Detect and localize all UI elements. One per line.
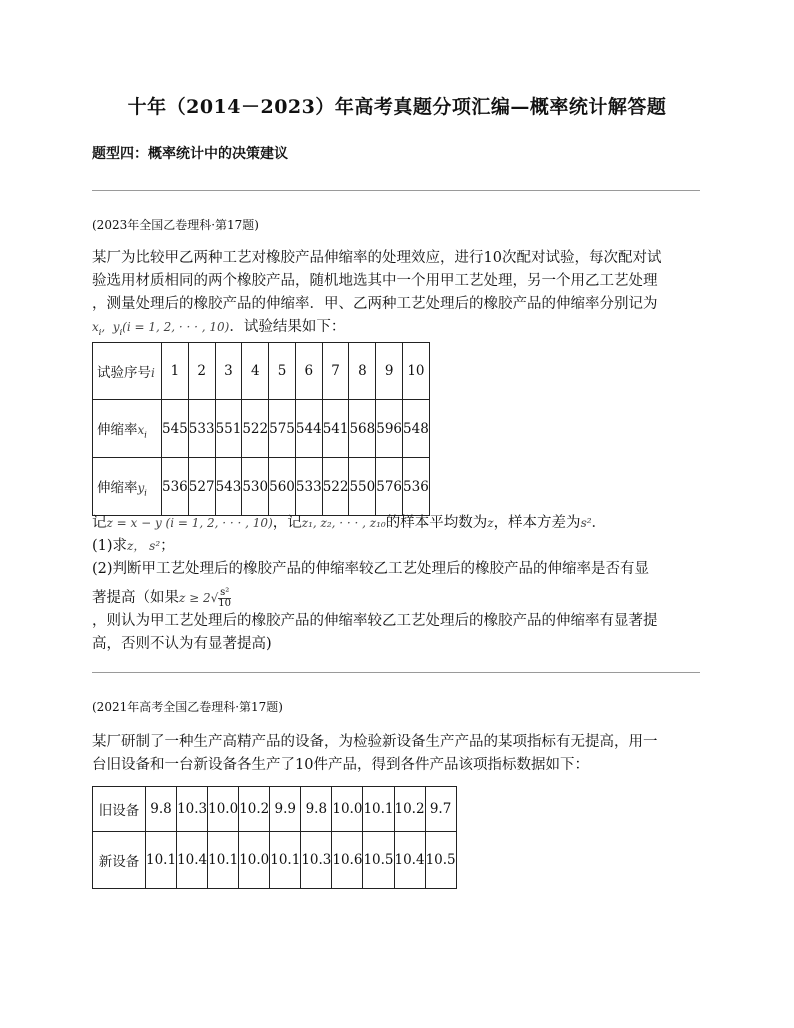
q1-source: (2023年全国乙卷理科·第17题) xyxy=(92,218,259,232)
q2-old-cell: 9.7 xyxy=(425,787,456,832)
q1-y-cell: 543 xyxy=(215,458,242,516)
section-subtitle: 题型四：概率统计中的决策建议 xyxy=(92,146,288,162)
q1-x-cell: 522 xyxy=(242,400,269,458)
q1-x-cell: 545 xyxy=(162,400,189,458)
q2-source: (2021年高考全国乙卷理科·第17题) xyxy=(92,700,283,714)
q1-z-list: z₁, z₂, · · · , z₁₀ xyxy=(301,516,386,530)
q2-stem-line-2: 台旧设备和一台新设备各生产了10件产品，得到各件产品该项指标数据如下： xyxy=(92,757,589,773)
q2-old-cell: 9.9 xyxy=(270,787,301,832)
q2-new-cell: 10.1 xyxy=(270,832,301,889)
q2-stem-line-1: 某厂研制了一种生产高精产品的设备，为检验新设备生产产品的某项指标有无提高，用一 xyxy=(92,734,658,750)
q1-index-cell: 7 xyxy=(322,343,349,400)
q1-y-cell: 560 xyxy=(269,458,296,516)
q2-old-cell: 10.2 xyxy=(394,787,425,832)
q1-index-cell: 6 xyxy=(295,343,322,400)
q2-new-cell: 10.3 xyxy=(301,832,332,889)
page-title: 十年（2014－2023）年高考真题分项汇编—概率统计解答题 xyxy=(127,96,667,118)
q1-sqrt-fraction: $\frac{\text{s²}}{10}$ xyxy=(218,586,232,609)
q1-index-cell: 10 xyxy=(403,343,430,400)
q1-table-row-x xyxy=(93,400,430,458)
q1-x-cell: 575 xyxy=(269,400,296,458)
q1-index-cell: 2 xyxy=(188,343,215,400)
q2-new-label: 新设备 xyxy=(93,832,146,889)
q1-table-row-y xyxy=(93,458,430,516)
q1-questions xyxy=(92,512,704,656)
q2-table-row-new xyxy=(93,832,457,889)
q1-stem xyxy=(92,247,704,344)
divider-middle xyxy=(92,672,700,673)
q2-new-cell: 10.1 xyxy=(208,832,239,889)
q1-y-cell: 522 xyxy=(322,458,349,516)
q1-index-cell: 1 xyxy=(162,343,189,400)
q1-y-cell: 576 xyxy=(376,458,403,516)
q1-y-cell: 536 xyxy=(403,458,430,516)
q2-old-cell: 10.2 xyxy=(239,787,270,832)
q1-index-cell: 5 xyxy=(269,343,296,400)
q1-x-cell: 596 xyxy=(376,400,403,458)
q1-part2-line-2: 著提高（如果z ≥ 2√ $\frac{\text{s²}}{10}$ xyxy=(92,586,232,609)
q2-new-cell: 10.0 xyxy=(239,832,270,889)
q1-part1: (1)求z， s²； xyxy=(92,538,175,554)
q1-index-cell: 4 xyxy=(242,343,269,400)
q1-stem-line-4: $x_i$, $y_i(i = 1$, 2, · · · , 10)．试验结果如下： xyxy=(92,319,346,337)
q2-old-cell: 10.0 xyxy=(208,787,239,832)
q2-stem xyxy=(92,731,704,777)
q2-new-cell: 10.4 xyxy=(177,832,208,889)
q1-index-cell: 9 xyxy=(376,343,403,400)
q2-table-row-old xyxy=(93,787,457,832)
q1-table-header-row xyxy=(93,343,430,400)
q1-row-y-label: 伸缩率$y_i$ xyxy=(93,458,162,516)
q1-part2-line-1: (2)判断甲工艺处理后的橡胶产品的伸缩率较乙工艺处理后的橡胶产品的伸缩率是否有显 xyxy=(92,561,650,577)
q1-part2-line-3: ，则认为甲工艺处理后的橡胶产品的伸缩率较乙工艺处理后的橡胶产品的伸缩率有显著提 xyxy=(92,613,658,629)
q1-part2-line-4: 高，否则不认为有显著提高) xyxy=(92,636,272,652)
q1-x-cell: 551 xyxy=(215,400,242,458)
q2-new-cell: 10.5 xyxy=(363,832,394,889)
q2-table xyxy=(92,786,457,889)
q2-old-cell: 10.0 xyxy=(332,787,363,832)
q2-old-cell: 9.8 xyxy=(301,787,332,832)
q1-index-cell: 8 xyxy=(349,343,376,400)
q1-stem-line-1: 某厂为比较甲乙两种工艺对橡胶产品伸缩率的处理效应，进行10次配对试验，每次配对试 xyxy=(92,250,662,266)
q2-new-cell: 10.1 xyxy=(146,832,177,889)
q1-y-cell: 530 xyxy=(242,458,269,516)
q1-x-cell: 533 xyxy=(188,400,215,458)
q1-x-cell: 541 xyxy=(322,400,349,458)
q2-new-cell: 10.4 xyxy=(394,832,425,889)
q2-old-cell: 9.8 xyxy=(146,787,177,832)
q1-formula-range: (i = 1, 2, · · · , 10) xyxy=(122,320,230,334)
q1-row-x-label: 伸缩率$x_i$ xyxy=(93,400,162,458)
q1-y-cell: 550 xyxy=(349,458,376,516)
q1-formula-x: x xyxy=(92,320,99,334)
divider-top xyxy=(92,190,700,191)
q1-stem-line-2: 验选用材质相同的两个橡胶产品，随机地选其中一个用甲工艺处理，另一个用乙工艺处理 xyxy=(92,273,658,289)
q1-y-cell: 533 xyxy=(295,458,322,516)
q1-stem-end: ．试验结果如下： xyxy=(229,319,346,335)
q1-z-formula: z = x − y (i = 1, 2, · · · , 10) xyxy=(106,516,273,530)
q1-x-cell: 544 xyxy=(295,400,322,458)
q2-new-cell: 10.5 xyxy=(425,832,456,889)
q1-def-line: 记z = x − y (i = 1, 2, · · · , 10)，记z₁, z₂, · · · , z₁₀的样本平均数为z，样本方差为s²． xyxy=(92,515,607,531)
q2-old-cell: 10.1 xyxy=(363,787,394,832)
q1-stem-line-3: ，测量处理后的橡胶产品的伸缩率．甲、乙两种工艺处理后的橡胶产品的伸缩率分别记为 xyxy=(92,296,658,312)
q1-x-cell: 568 xyxy=(349,400,376,458)
q1-index-cell: 3 xyxy=(215,343,242,400)
q1-formula-y: y xyxy=(112,320,120,334)
q1-y-cell: 527 xyxy=(188,458,215,516)
q2-new-cell: 10.6 xyxy=(332,832,363,889)
q2-old-cell: 10.3 xyxy=(177,787,208,832)
q1-table xyxy=(92,342,430,516)
q2-old-label: 旧设备 xyxy=(93,787,146,832)
q1-table-header-cell: 试验序号i xyxy=(93,343,162,400)
q1-x-cell: 548 xyxy=(403,400,430,458)
q1-y-cell: 536 xyxy=(162,458,189,516)
